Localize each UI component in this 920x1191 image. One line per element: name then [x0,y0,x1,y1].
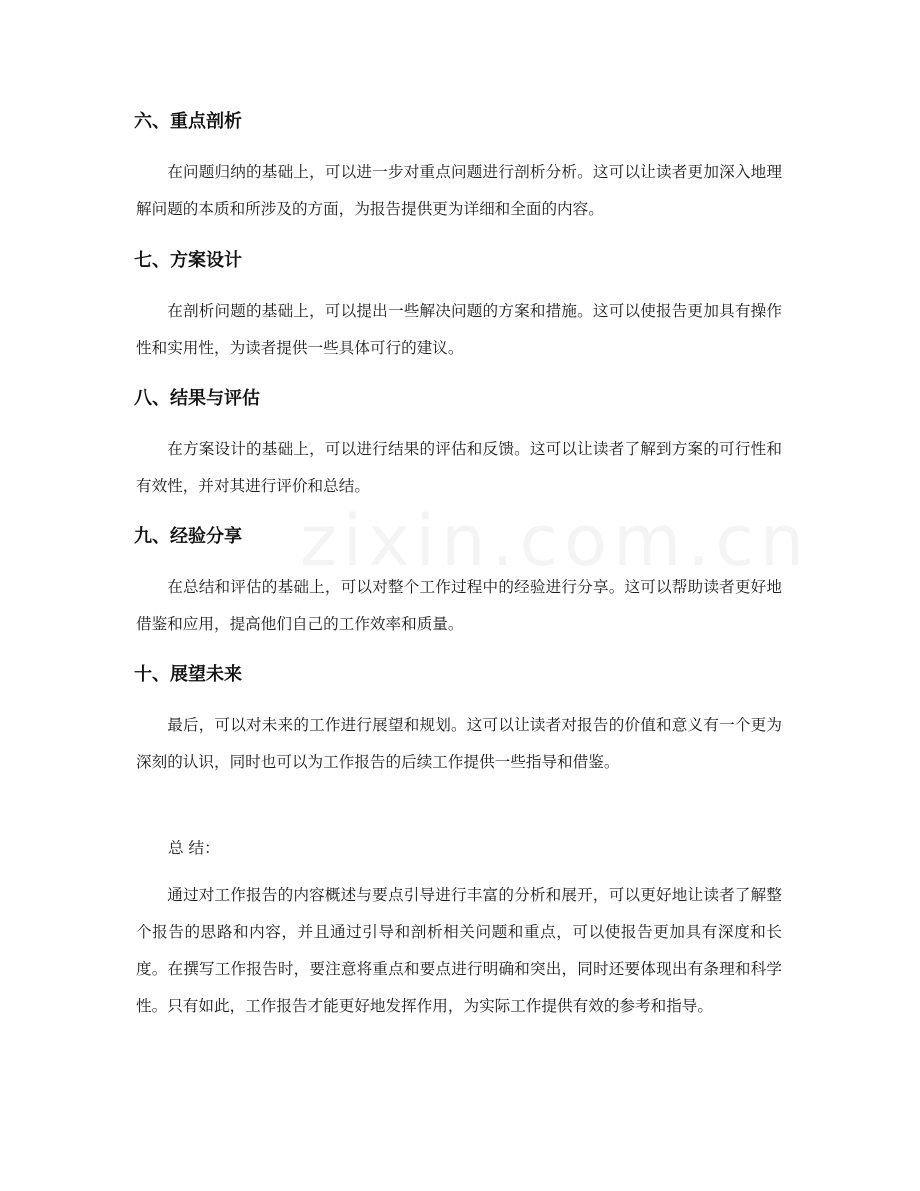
section-heading-10: 十、展望未来 [134,664,242,685]
section-paragraph: 最后，可以对未来的工作进行展望和规划。这可以让读者对报告的价值和意义有一个更为深刻的认识，同时也可以为工作报告的后续工作提供一些指导和借鉴。 [136,716,782,771]
section-heading-7: 七、方案设计 [134,250,242,271]
section-body-10 [136,707,782,781]
section-body-6 [136,154,782,228]
section-body-7 [136,293,782,367]
section-paragraph: 在问题归纳的基础上，可以进一步对重点问题进行剖析分析。这可以让读者更加深入地理解问题的本质和所涉及的方面，为报告提供更为详细和全面的内容。 [136,163,782,218]
summary-label: 总 结： [168,839,220,857]
section-paragraph: 在方案设计的基础上，可以进行结果的评估和反馈。这可以让读者了解到方案的可行性和有效性，并对其进行评价和总结。 [136,440,782,495]
section-heading-6: 六、重点剖析 [134,111,242,132]
section-heading-8: 八、结果与评估 [134,388,260,409]
section-paragraph: 在剖析问题的基础上，可以提出一些解决问题的方案和措施。这可以使报告更加具有操作性和实用性，为读者提供一些具体可行的建议。 [136,302,782,357]
section-heading-9: 九、经验分享 [134,526,242,547]
summary-body [136,877,782,1025]
section-paragraph: 在总结和评估的基础上，可以对整个工作过程中的经验进行分享。这可以帮助读者更好地借鉴和应用，提高他们自己的工作效率和质量。 [136,578,782,633]
summary-paragraph: 通过对工作报告的内容概述与要点引导进行丰富的分析和展开，可以更好地让读者了解整个报告的思路和内容，并且通过引导和剖析相关问题和重点，可以使报告更加具有深度和长度。在撰写工作报告时，要注意将重点和要点进行明确和突出，同时还要体现出有条理和科学性。只有如此，工作报告才能更好地发挥作用，为实际工作提供有效的参考和指导。 [136,886,782,1015]
section-body-8 [136,431,782,505]
section-body-9 [136,569,782,643]
